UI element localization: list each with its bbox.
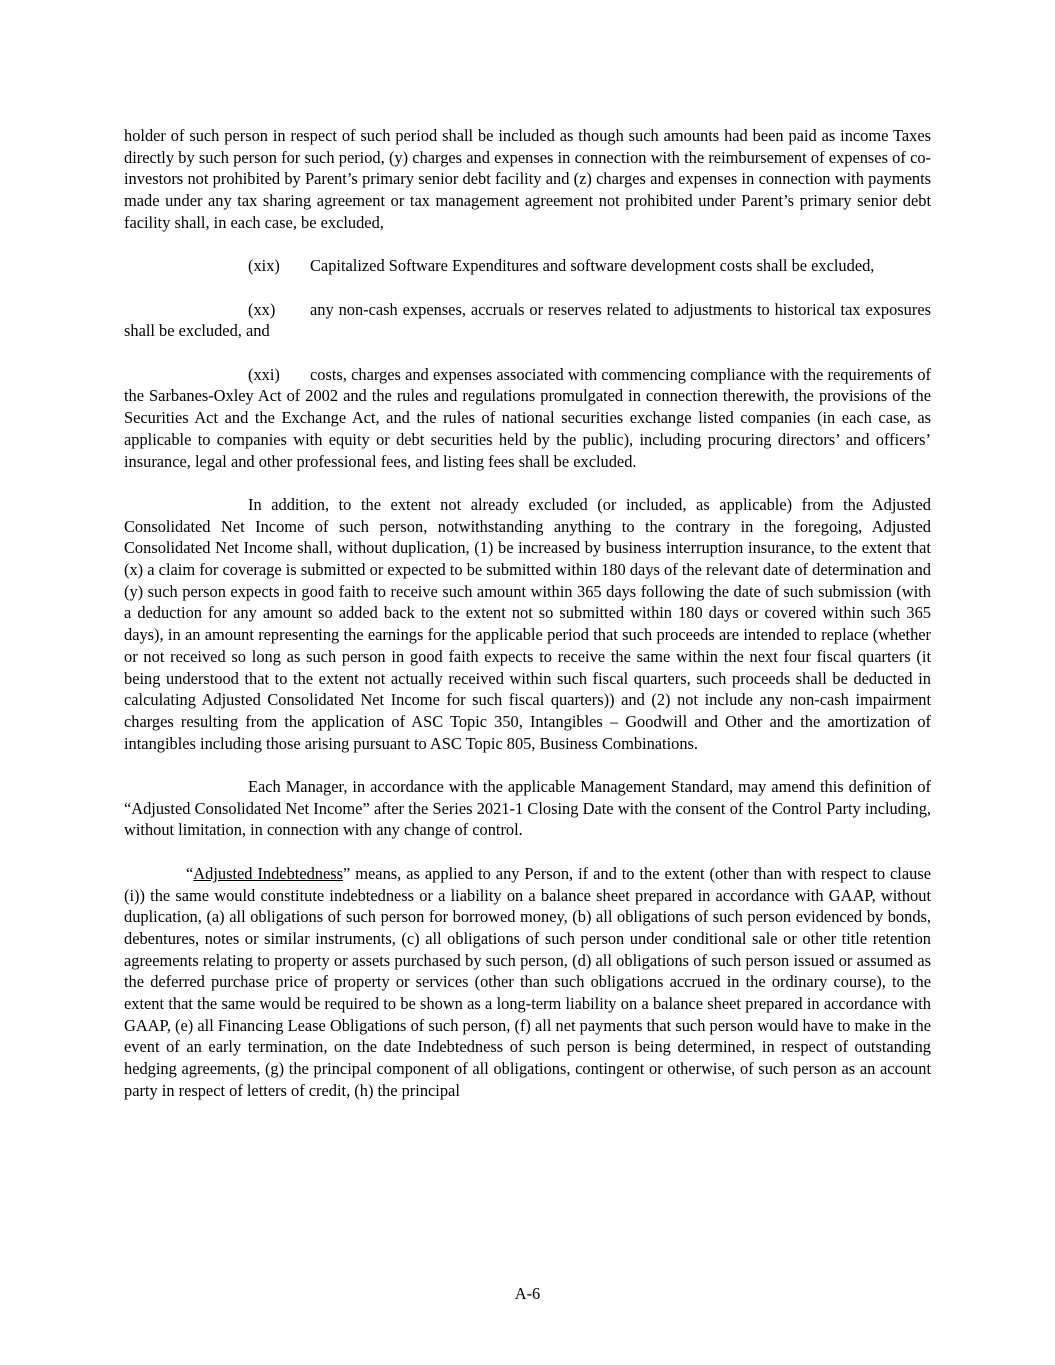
addition-paragraph: In addition, to the extent not already excluded (or included, as applicable) from the Adjusted Consolidated Net Income of such person, notwithstanding anything to the contrary in the foregoing, Adjusted Consolidated Net Income shall, without duplication, (1) be increased by business interruption insurance, to the extent that (x) a claim for coverage is submitted or expected to be submitted within 180 days of the relevant date of determination and (y) such person expects in good faith to receive such amount within 365 days following the date of such submission (with a deduction for any amount so added back to the extent not so submitted within 180 days or covered within such 365 days), in an amount representing the earnings for the applicable period that such proceeds are intended to replace (whether or not received so long as such person in good faith expects to receive the same within the next four fiscal quarters (it being understood that to the extent not actually received within such fiscal quarters, such proceeds shall be deducted in calculating Adjusted Consolidated Net Income for such fiscal quarters)) and (2) not include any non-cash impairment charges resulting from the application of ASC Topic 350, Intangibles – Goodwill and Other and the amortization of intangibles including those arising pursuant to ASC Topic 805, Business Combinations. — [124, 494, 931, 753]
continuation-paragraph: holder of such person in respect of such period shall be included as though such amounts had been paid as income Taxes directly by such person for such period, (y) charges and expenses in connection with the reimbursement of expenses of co-investors not prohibited by Parent’s primary senior debt facility and (z) charges and expenses in connection with payments made under any tax sharing agreement or tax management agreement not prohibited under Parent’s primary senior debt facility shall, in each case, be excluded, — [124, 126, 931, 232]
clause-xxi — [124, 364, 931, 473]
clause-xx — [124, 299, 931, 342]
clause-text: costs, charges and expenses associated with commencing compliance with the requirements of the Sarbanes-Oxley Act of 2002 and the rules and regulations promulgated in connection therewith, the provisions of the Securities Act and the Exchange Act, and the rules of national securities exchange listed companies (in each case, as applicable to companies with equity or debt securities held by the public), including procuring directors’ and officers’ insurance, legal and other professional fees, and listing fees shall be excluded. — [124, 364, 931, 471]
clause-number: (xxi) — [248, 364, 280, 384]
document-page — [124, 125, 931, 1123]
open-quote: “ — [186, 863, 194, 883]
defined-term: Adjusted Indebtedness — [193, 863, 344, 883]
adjusted-indebtedness-definition — [124, 863, 931, 1102]
clause-number: (xx) — [248, 299, 276, 319]
manager-paragraph: Each Manager, in accordance with the applicable Management Standard, may amend this definition of “Adjusted Consolidated Net Income” after the Series 2021-1 Closing Date with the consent of the Control Party including, without limitation, in connection with any change of control. — [124, 777, 931, 840]
page-number: A-6 — [514, 1284, 541, 1303]
clause-text: any non-cash expenses, accruals or reserves related to adjustments to historical tax exposures shall be excluded, and — [124, 299, 931, 341]
clause-number: (xix) — [248, 256, 280, 276]
definition-body: ” means, as applied to any Person, if and to the extent (other than with respect to clause (i)) the same would constitute indebtedness or a liability on a balance sheet prepared in accordance with GAAP, without duplication, (a) all obligations of such person for borrowed money, (b) all obligations of such person evidenced by bonds, debentures, notes or similar instruments, (c) all obligations of such person under conditional sale or other title retention agreements relating to property or assets purchased by such person, (d) all obligations of such person issued or assumed as the deferred purchase price of property or services (other than such obligations accrued in the ordinary course), to the extent that the same would be required to be shown as a long-term liability on a balance sheet prepared in accordance with GAAP, (e) all Financing Lease Obligations of such person, (f) all net payments that such person would have to make in the event of an early termination, on the date Indebtedness of such person is being determined, in respect of outstanding hedging agreements, (g) the principal component of all obligations, contingent or otherwise, of such person as an account party in respect of letters of credit, (h) the principal — [124, 863, 931, 1100]
clause-xix — [124, 255, 931, 277]
clause-text: Capitalized Software Expenditures and software development costs shall be excluded, — [310, 256, 875, 276]
